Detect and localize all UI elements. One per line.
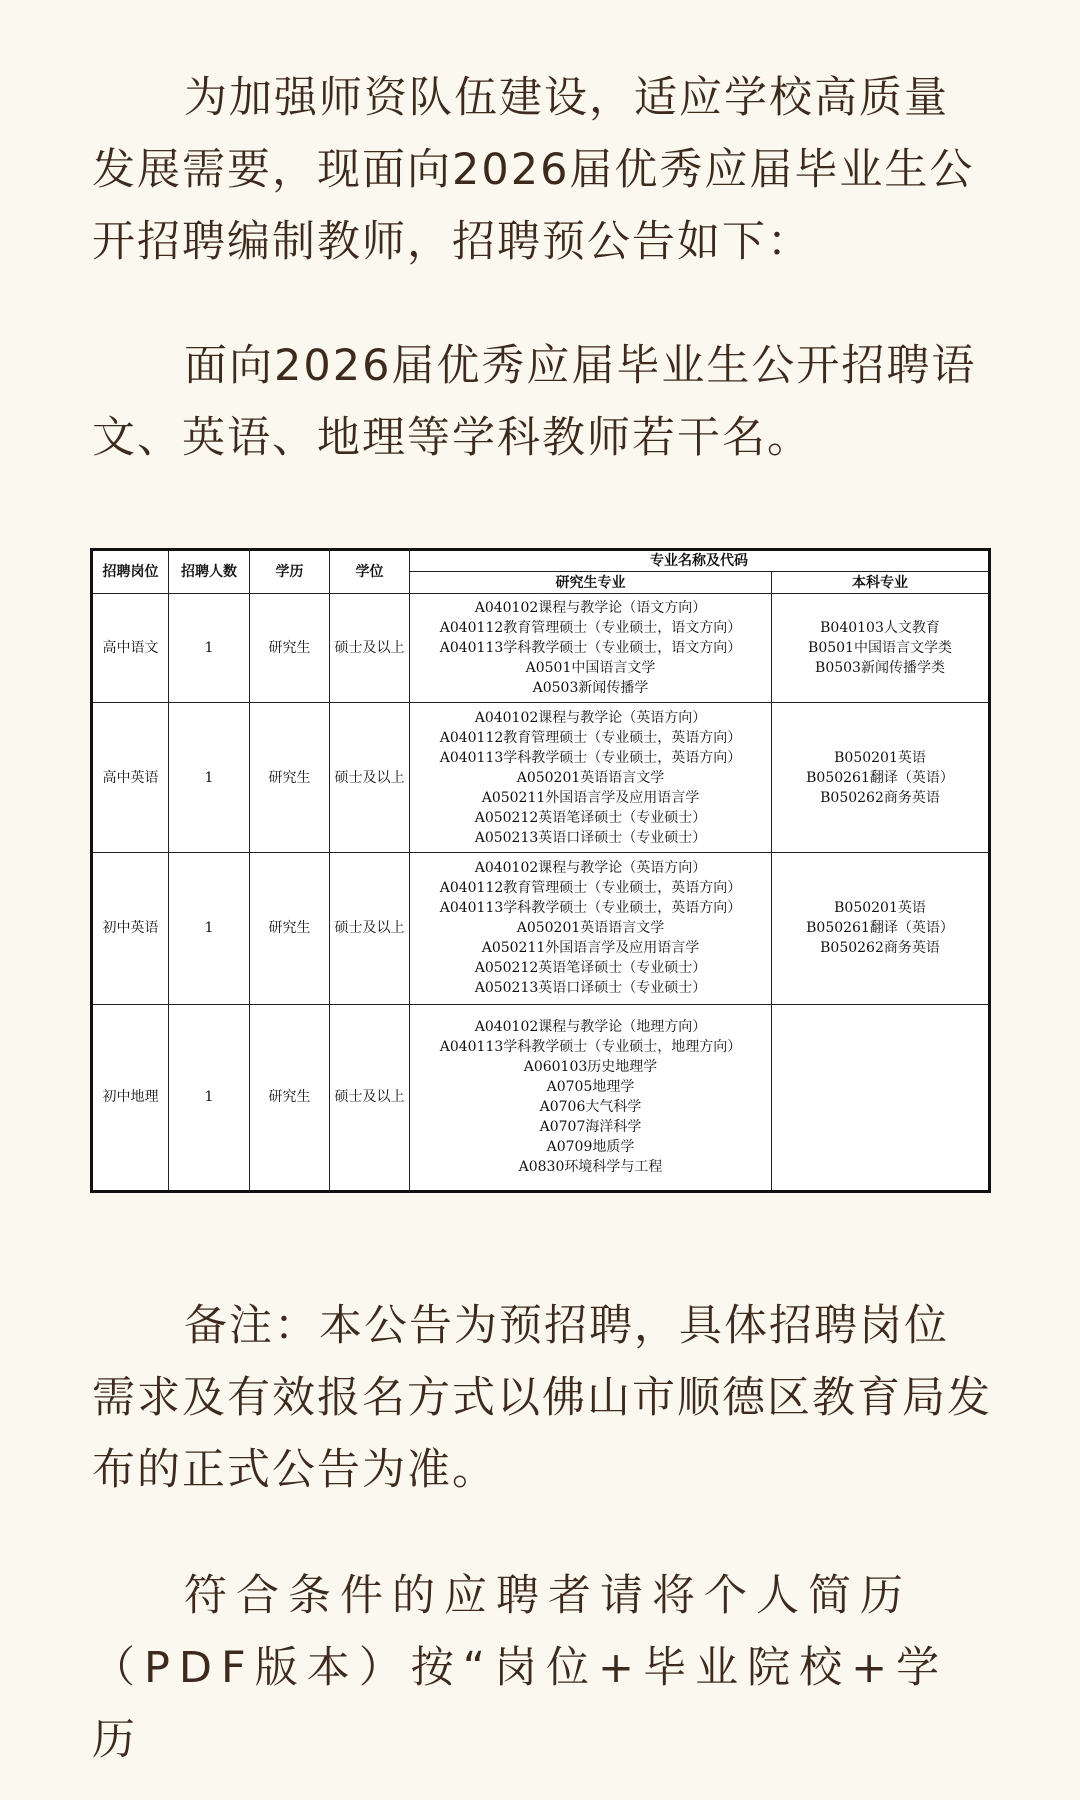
undergrad-major-item: B0501中国语言文学类: [808, 640, 952, 657]
grad-major-cell: [410, 1004, 772, 1191]
grad-major-item: A040113学科教学硕士（专业硕士，英语方向）: [439, 900, 742, 917]
education-cell: 研究生: [250, 1004, 330, 1191]
undergrad-major-cell: [772, 594, 990, 703]
table-row: [92, 594, 990, 703]
grad-major-item: A050212英语笔译硕士（专业硕士）: [474, 809, 707, 826]
grad-major-item: A040113学科教学硕士（专业硕士，语文方向）: [439, 640, 742, 657]
grad-major-item: A0503新闻传播学: [532, 680, 649, 697]
header-grad-major: 研究生专业: [410, 572, 772, 594]
undergrad-major-item: B050262商务英语: [820, 789, 940, 806]
degree-cell: 硕士及以上: [330, 853, 410, 1005]
header-count: 招聘人数: [169, 550, 250, 594]
grad-major-item: A040112教育管理硕士（专业硕士，英语方向）: [439, 729, 742, 746]
degree-cell: 硕士及以上: [330, 594, 410, 703]
count-cell: 1: [169, 853, 250, 1005]
count-cell: 1: [169, 703, 250, 853]
undergrad-major-item: B040103人文教育: [820, 620, 940, 637]
grad-major-item: A050213英语口译硕士（专业硕士）: [474, 980, 707, 997]
undergrad-major-cell: [772, 1004, 990, 1191]
count-cell: 1: [169, 594, 250, 703]
application-instruction-paragraph: 符合条件的应聘者请将个人简历（PDF版本）按“岗位+毕业院校+学历: [92, 1571, 949, 1765]
table-row: [92, 703, 990, 853]
undergrad-major-cell: [772, 703, 990, 853]
undergrad-major-item: B0503新闻传播学类: [815, 660, 945, 677]
table-row: [92, 853, 990, 1005]
grad-major-item: A040102课程与教学论（语文方向）: [474, 600, 707, 617]
grad-major-item: A050201英语语言文学: [516, 769, 665, 786]
grad-major-item: A040113学科教学硕士（专业硕士，英语方向）: [439, 749, 742, 766]
degree-cell: 硕士及以上: [330, 1004, 410, 1191]
grad-major-item: A0705地理学: [546, 1079, 635, 1096]
header-major-group: 专业名称及代码: [410, 550, 990, 572]
header-degree: 学位: [330, 550, 410, 594]
undergrad-major-item: B050201英语: [834, 749, 926, 766]
education-cell: 研究生: [250, 853, 330, 1005]
grad-major-item: A040102课程与教学论（英语方向）: [474, 860, 707, 877]
grad-major-item: A050212英语笔译硕士（专业硕士）: [474, 960, 707, 977]
note-paragraph: 备注：本公告为预招聘，具体招聘岗位需求及有效报名方式以佛山市顺德区教育局发布的正式公告为准。: [92, 1301, 992, 1495]
undergrad-major-cell: [772, 853, 990, 1005]
position-cell: 高中英语: [92, 703, 169, 853]
grad-major-cell: [410, 853, 772, 1005]
header-position: 招聘岗位: [92, 550, 169, 594]
grad-major-item: A050213英语口译硕士（专业硕士）: [474, 829, 707, 846]
education-cell: 研究生: [250, 594, 330, 703]
grad-major-item: A0501中国语言文学: [525, 660, 656, 677]
intro-paragraph: 为加强师资队伍建设，适应学校高质量发展需要，现面向2026届优秀应届毕业生公开招聘编制教师，招聘预公告如下：: [92, 73, 975, 267]
count-cell: 1: [169, 1004, 250, 1191]
grad-major-item: A0707海洋科学: [539, 1119, 642, 1136]
grad-major-item: A0706大气科学: [539, 1099, 642, 1116]
grad-major-item: A0709地质学: [546, 1139, 635, 1156]
position-cell: 初中英语: [92, 853, 169, 1005]
grad-major-item: A050211外国语言学及应用语言学: [481, 940, 700, 957]
undergrad-major-item: B050261翻译（英语）: [806, 920, 954, 937]
grad-major-item: A050211外国语言学及应用语言学: [481, 789, 700, 806]
grad-major-item: A040112教育管理硕士（专业硕士，语文方向）: [439, 620, 742, 637]
grad-major-item: A040112教育管理硕士（专业硕士，英语方向）: [439, 880, 742, 897]
undergrad-major-item: B050262商务英语: [820, 940, 940, 957]
header-undergrad-major: 本科专业: [772, 572, 990, 594]
recruitment-summary-paragraph: 面向2026届优秀应届毕业生公开招聘语文、英语、地理等学科教师若干名。: [92, 341, 977, 463]
grad-major-item: A040102课程与教学论（地理方向）: [474, 1019, 707, 1036]
grad-major-item: A040102课程与教学论（英语方向）: [474, 709, 707, 726]
position-cell: 高中语文: [92, 594, 169, 703]
recruitment-table-image: [90, 548, 988, 1193]
education-cell: 研究生: [250, 703, 330, 853]
recruitment-table: [90, 548, 991, 1193]
header-education: 学历: [250, 550, 330, 594]
grad-major-item: A050201英语语言文学: [516, 920, 665, 937]
grad-major-item: A0830环境科学与工程: [518, 1159, 663, 1176]
degree-cell: 硕士及以上: [330, 703, 410, 853]
grad-major-item: A060103历史地理学: [523, 1059, 658, 1076]
grad-major-cell: [410, 703, 772, 853]
grad-major-item: A040113学科教学硕士（专业硕士，地理方向）: [439, 1039, 742, 1056]
position-cell: 初中地理: [92, 1004, 169, 1191]
undergrad-major-item: B050261翻译（英语）: [806, 769, 954, 786]
undergrad-major-item: B050201英语: [834, 900, 926, 917]
table-row: [92, 1004, 990, 1191]
grad-major-cell: [410, 594, 772, 703]
